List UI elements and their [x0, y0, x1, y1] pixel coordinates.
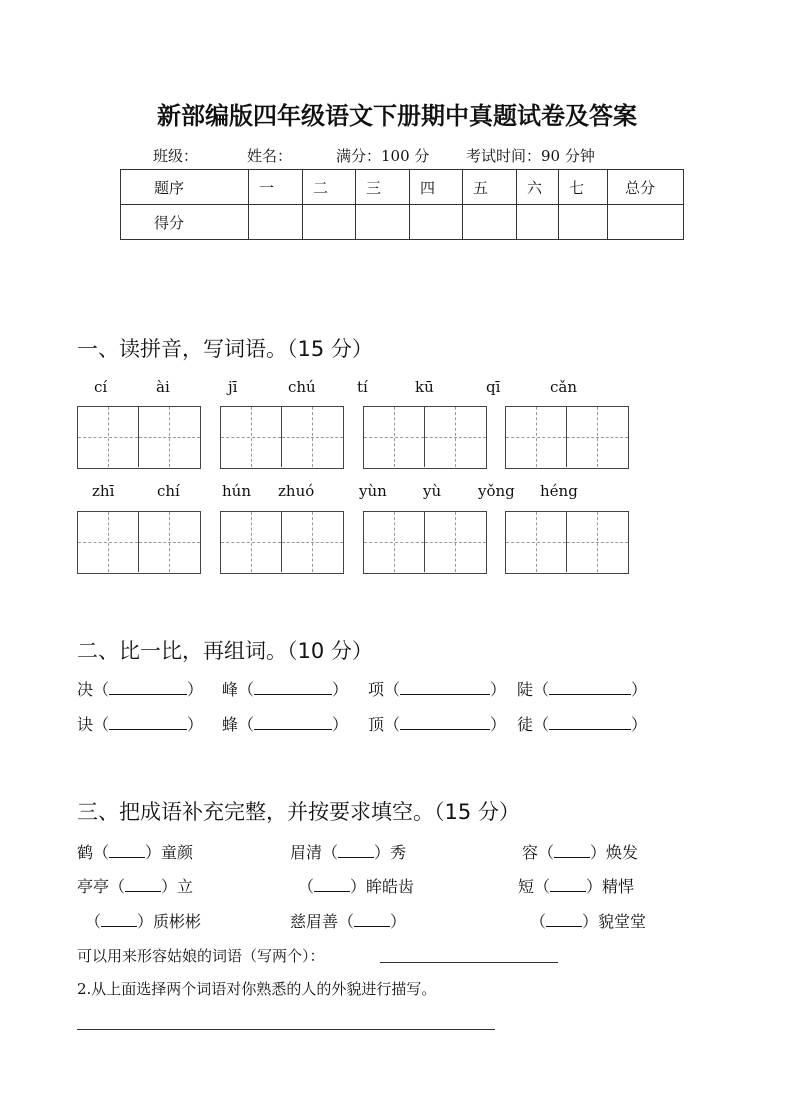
writing-grid[interactable]	[363, 406, 487, 469]
section2-heading: 二、比一比，再组词。（10 分）	[77, 639, 373, 663]
score-row-label: 得分	[121, 205, 249, 240]
idiom-item[interactable]: 鹤（ ）童颜	[77, 843, 194, 862]
score-table-header-row	[121, 170, 684, 205]
score-cell[interactable]	[463, 205, 517, 240]
idiom-item[interactable]: 短（ ）精悍	[518, 877, 635, 896]
pinyin: zhī	[92, 482, 115, 500]
section3-heading: 三、把成语补充完整，并按要求填空。（15 分）	[77, 800, 520, 824]
score-cell[interactable]	[356, 205, 410, 240]
idiom-item[interactable]: 慈眉善（ ）	[290, 912, 407, 931]
compare-item[interactable]: 项（ ）	[368, 680, 507, 699]
pinyin: yǒng	[478, 482, 515, 500]
pinyin: yù	[423, 482, 442, 500]
writing-grid[interactable]	[220, 406, 344, 469]
pinyin: tí	[357, 378, 368, 396]
score-header-cell: 二	[303, 170, 356, 205]
pinyin: qī	[486, 378, 501, 396]
pinyin: hún	[222, 482, 251, 500]
class-label: 班级：	[153, 147, 199, 165]
name-label: 姓名：	[247, 147, 293, 165]
page-title: 新部编版四年级语文下册期中真题试卷及答案	[157, 102, 637, 130]
score-header-cell: 三	[356, 170, 410, 205]
score-header-cell: 总分	[608, 170, 684, 205]
score-header-cell: 五	[463, 170, 517, 205]
score-cell[interactable]	[559, 205, 608, 240]
score-cell[interactable]	[517, 205, 559, 240]
compare-item[interactable]: 峰（ ）	[222, 680, 349, 699]
score-header-cell: 七	[559, 170, 608, 205]
idiom-item[interactable]: 容（ ）焕发	[522, 843, 639, 862]
compare-item[interactable]: 蜂（ ）	[222, 715, 349, 734]
score-header-cell: 一	[249, 170, 303, 205]
pinyin: zhuó	[278, 482, 315, 500]
pinyin: chú	[288, 378, 316, 396]
compare-item[interactable]: 诀（ ）	[77, 715, 204, 734]
pinyin: ài	[156, 378, 170, 396]
pinyin: chí	[157, 482, 180, 500]
writing-grid[interactable]	[77, 511, 201, 574]
pinyin: héng	[540, 482, 578, 500]
compare-item[interactable]: 陡（ ）	[517, 680, 648, 699]
score-table-score-row	[121, 205, 684, 240]
exam-time: 考试时间：90 分钟	[466, 147, 595, 165]
idiom-item[interactable]: （ ）质彬彬	[85, 912, 202, 931]
score-header-cell: 题序	[121, 170, 249, 205]
writing-grid[interactable]	[505, 511, 629, 574]
idiom-item[interactable]: （ ）貌堂堂	[530, 912, 647, 931]
compare-item[interactable]: 徒（ ）	[517, 715, 648, 734]
idiom-item[interactable]: 眉清（ ）秀	[290, 843, 407, 862]
score-header-cell: 六	[517, 170, 559, 205]
compare-item[interactable]: 决（ ）	[77, 680, 204, 699]
score-header-cell: 四	[410, 170, 463, 205]
idiom-item[interactable]: 亭亭（ ）立	[77, 877, 194, 896]
score-cell[interactable]	[249, 205, 303, 240]
pinyin: jī	[228, 378, 238, 396]
answer-line[interactable]	[77, 1029, 495, 1030]
idiom-item[interactable]: （ ）眸皓齿	[298, 877, 415, 896]
writing-grid[interactable]	[220, 511, 344, 574]
question-1-text: 可以用来形容姑娘的词语（写两个）：	[77, 947, 325, 965]
answer-line[interactable]	[380, 962, 558, 963]
pinyin: yùn	[359, 482, 387, 500]
score-cell[interactable]	[303, 205, 356, 240]
pinyin: kū	[415, 378, 434, 396]
score-cell[interactable]	[410, 205, 463, 240]
section1-heading: 一、读拼音，写词语。（15 分）	[77, 337, 373, 361]
score-table	[120, 169, 684, 240]
pinyin: cí	[94, 378, 108, 396]
writing-grid[interactable]	[505, 406, 629, 469]
full-score: 满分：100 分	[336, 147, 430, 165]
question-2-text: 2.从上面选择两个词语对你熟悉的人的外貌进行描写。	[77, 980, 437, 998]
pinyin: cǎn	[550, 378, 578, 396]
writing-grid[interactable]	[77, 406, 201, 469]
compare-item[interactable]: 顶（ ）	[368, 715, 507, 734]
writing-grid[interactable]	[363, 511, 487, 574]
score-cell[interactable]	[608, 205, 684, 240]
